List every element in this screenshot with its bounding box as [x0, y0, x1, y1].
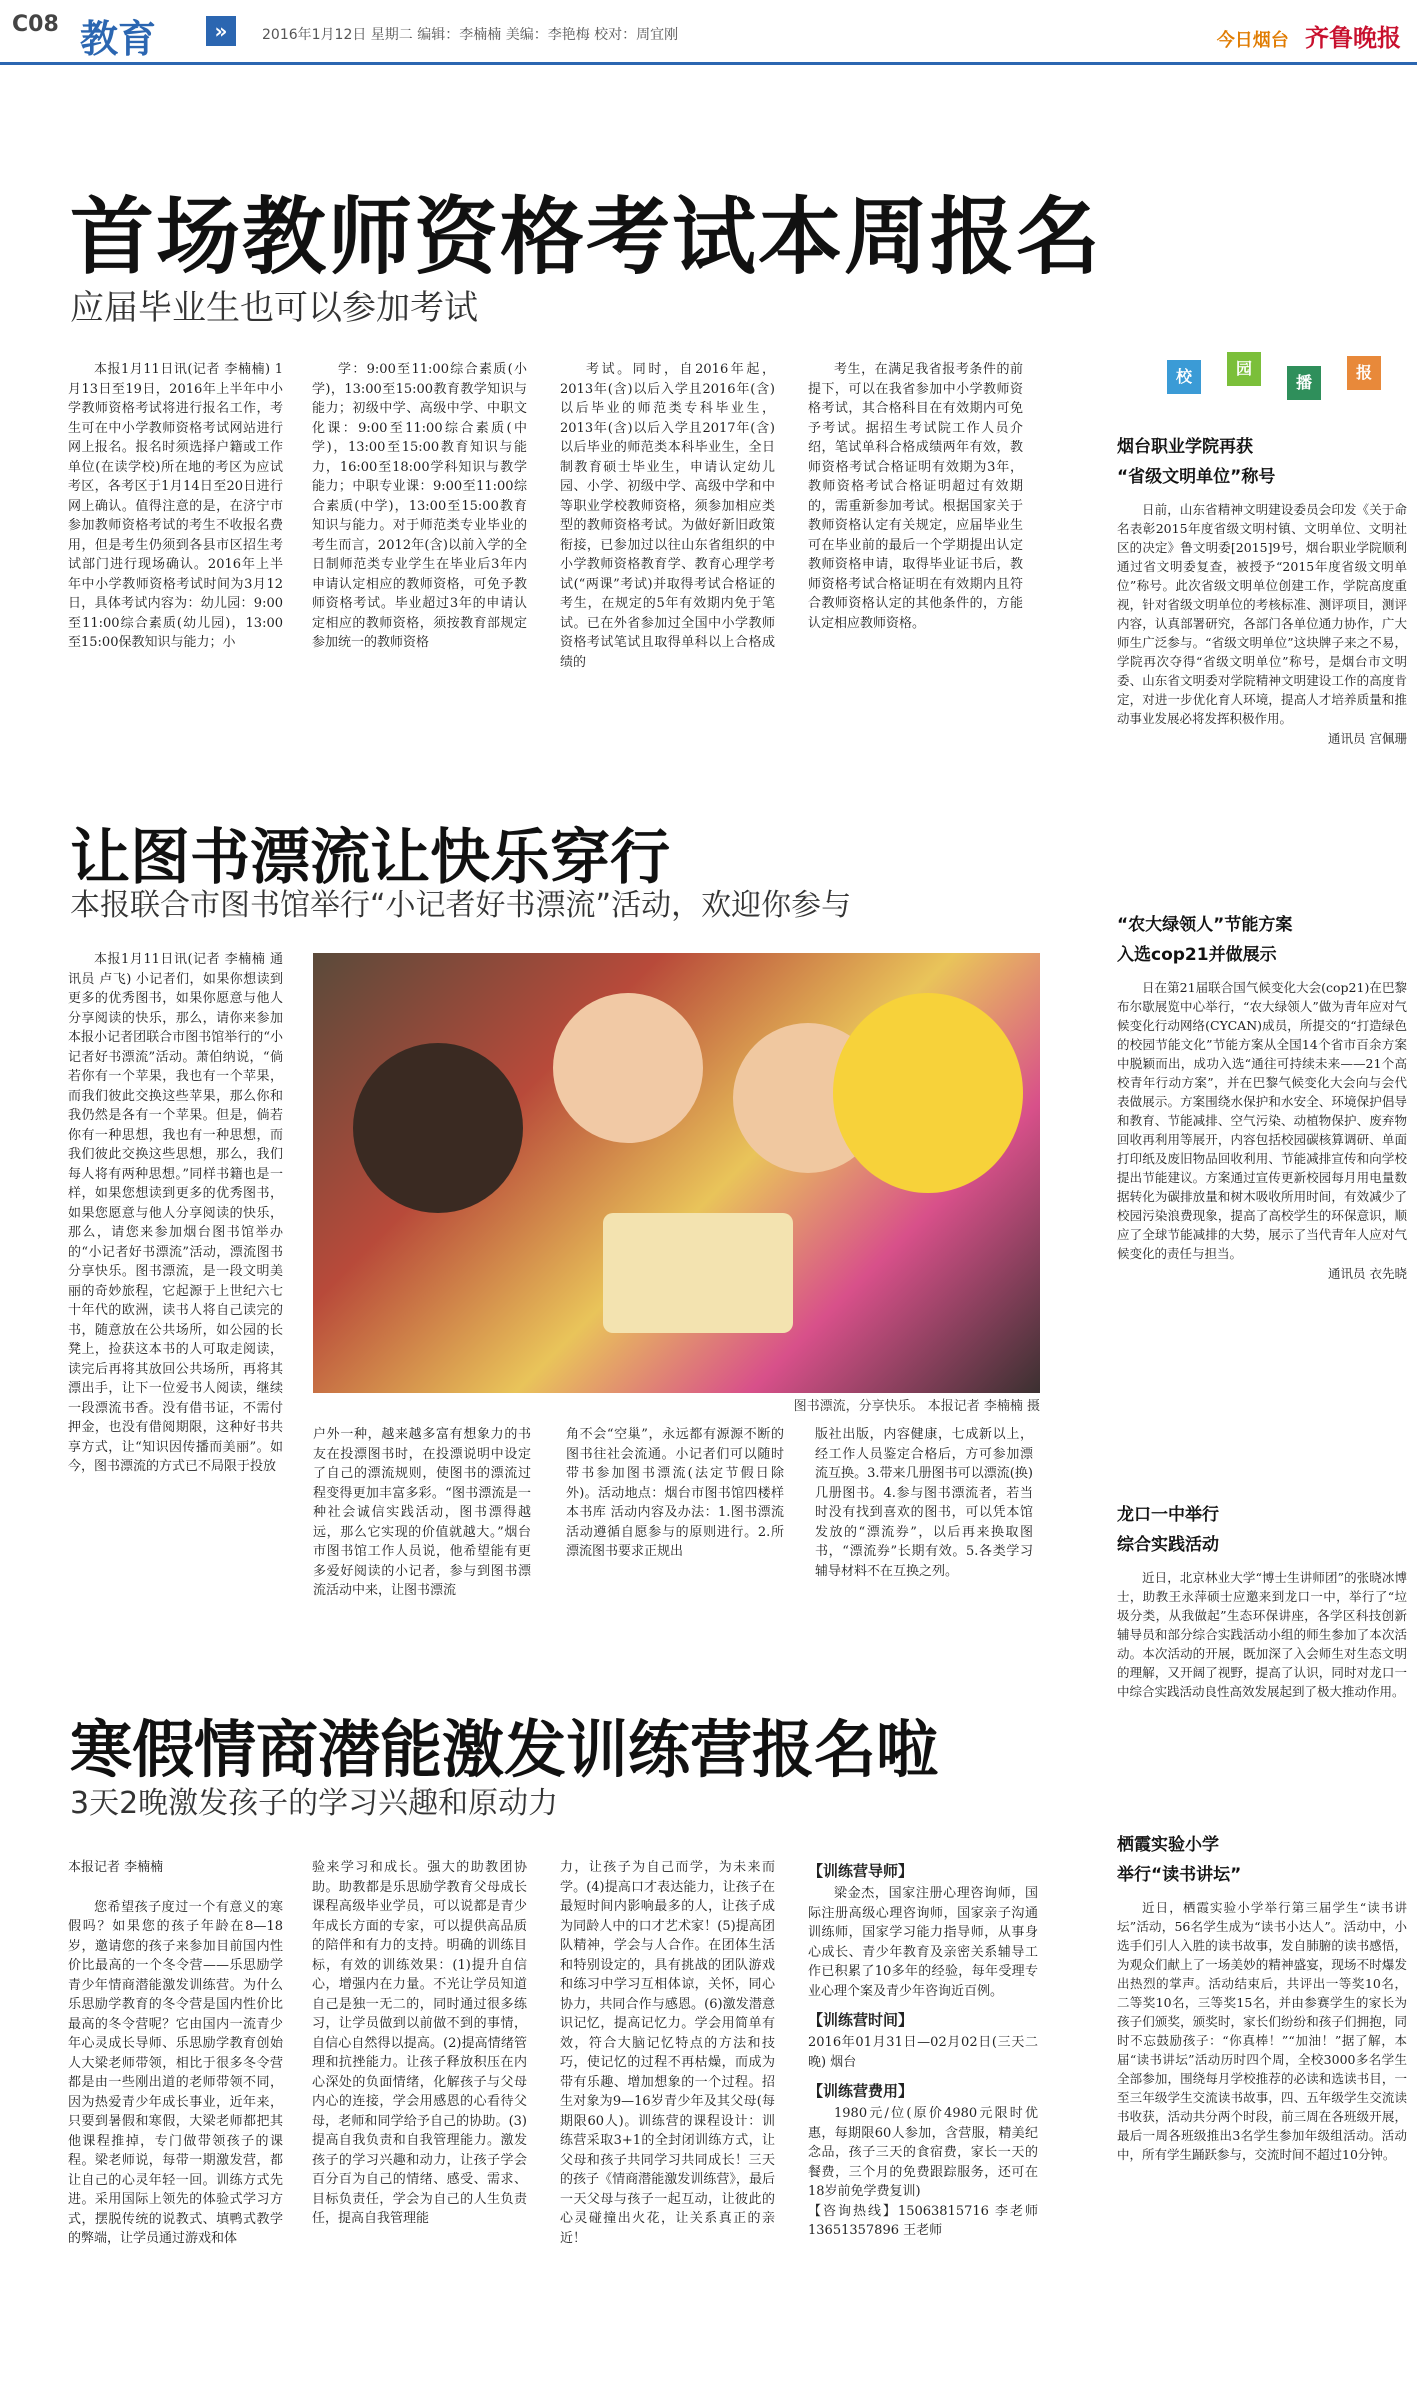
- brand-logo: 齐鲁晚报: [1305, 23, 1401, 52]
- info-text-hotline: 【咨询热线】15063815716 李老师 13651357896 王老师: [808, 2203, 1038, 2238]
- side-item-1: 烟台职业学院再获 “省级文明单位”称号 日前，山东省精神文明建设委员会印发《关于命名表彰2015年度省级文明村镇、文明单位、文明社区的决定》鲁文明委[2015]9号，烟台职业学院顺利通过省文明委复查，被授予“2015年度省级文明单位”称号。此次省级文明单位创建工作，学院高度重视，针对省级文明单位的考核标准、测评项目，测评内容，认真部署研究，各部门各单位通力协作，广大师生广泛参与。“省级文明单位”这块牌子来之不易，学院再次夺得“省级文明单位”称号，是烟台市文明委、山东省文明委对学院精神文明建设工作的高度肯定，对进一步优化育人环境，提高人才培养质量和推动事业发展必将发挥积极作用。 通讯员 宫佩珊: [1117, 437, 1407, 746]
- side-item-3: 龙口一中举行 综合实践活动 近日，北京林业大学“博士生讲师团”的张晓冰博士，助教王永萍硕士应邀来到龙口一中，举行了“垃圾分类，从我做起”生态环保讲座，各学区科技创新辅导员和部分综合实践活动小组的师生参加了本次活动。本次活动的开展，既加深了入会师生对生态文明的理解，又开阔了视野，提高了认识，同时对龙口一中综合实践活动良性高效发展起到了极大推动作用。: [1117, 1505, 1407, 1699]
- double-chevron-icon: »: [206, 16, 236, 46]
- info-label-mentor: 【训练营导师】: [808, 1862, 914, 1880]
- info-label-time: 【训练营时间】: [808, 2011, 914, 2029]
- article3-subtitle: 3天2晚激发孩子的学习兴趣和原动力: [70, 1786, 559, 1821]
- article3-title: 寒假情商潜能激发训练营报名啦: [70, 1713, 939, 1786]
- children-reading-photo: [313, 953, 1040, 1393]
- photo-caption: 图书漂流，分享快乐。 本报记者 李楠楠 摄: [793, 1399, 1040, 1414]
- article2-col1: 本报1月11日讯(记者 李楠楠 通讯员 卢飞) 小记者们，如果你想读到更多的优秀图书，如果你愿意与他人分享阅读的快乐，那么，请你来参加本报小记者团联合市图书馆举行的“小记者好书漂流”活动。萧伯纳说，“倘若你有一个苹果，我也有一个苹果，而我们彼此交换这些苹果，那么你和我仍然是各有一个苹果。但是，倘若你有一种思想，我也有一种思想，而我们彼此交换这些思想，那么，我们每人将有两种思想。”同样书籍也是一样，如果您想读到更多的优秀图书，如果您愿意与他人分享阅读的快乐，那么，请您来参加烟台图书馆举办的“小记者好书漂流”活动，漂流图书分享快乐。图书漂流，是一段文明美丽的奇妙旅程，它起源于上世纪六七十年代的欧洲，读书人将自己读完的书，随意放在公共场所，如公园的长凳上，捡获这本书的人可取走阅读，读完后再将其放回公共场所，再将其漂出手，让下一位爱书人阅读，继续一段漂流书香。没有借书证，不需付押金，也没有借阅期限，这种好书共享方式，让“知识因传播而美丽”。如今，图书漂流的方式已不局限于投放: [68, 952, 283, 1474]
- article1-title: 首场教师资格考试本周报名: [70, 188, 1103, 286]
- info-text-time: 2016年01月31日—02月02日(三天二晚) 烟台: [808, 2035, 1038, 2070]
- article1-col2: 学：9:00至11:00综合素质(小学)，13:00至15:00教育教学知识与能力；初级中学、高级中学、中职文化课：9:00至11:00综合素质(中学)，13:00至15:00教育知识与能力，16:00至18:00学科知识与教学能力；中职专业课：9:00至11:00综合素质(中学)，13:00至15:00教育知识与能力。对于师范类专业毕业的考生而言，2012年(含)以前入学的全日制师范类专业学生在毕业后3年内申请认定相应的教师资格，可免予教师资格考试。毕业超过3年的申请认定相应的教师资格，须按教育部规定参加统一的教师资格: [312, 362, 527, 650]
- side-item-4: 栖霞实验小学 举行“读书讲坛” 近日，栖霞实验小学举行第三届学生“读书讲坛”活动，56名学生成为“读书小达人”。活动中，小选手们引人入胜的读书故事，发自肺腑的读书感悟，为观众们献上了一场美妙的精神盛宴，现场不时爆发出热烈的掌声。活动结束后，共评出一等奖10名，二等奖10名，三等奖15名，并由参赛学生的家长为孩子们颁奖，颁奖时，家长们纷纷和孩子们拥抱，同时不忘鼓励孩子：“你真棒！”“加油！”据了解，本届“读书讲坛”活动历时四个周，全校3000多名学生全部参加，围绕每月学校推荐的必读和选读书目，一至三年级学生交流读书故事，四、五年级学生交流读书收获，活动共分两个时段，前三周在各班级开展，最后一周各班级推出3名学生参加年级组活动。活动中，所有学生踊跃参与，交流时间不超过10分钟。: [1117, 1835, 1407, 2162]
- article1-col1: 本报1月11日讯(记者 李楠楠) 1月13日至19日，2016年上半年中小学教师资格考试将进行报名工作，考生可在中小学教师资格考试网站进行网上报名。报名时须选择户籍或工作单位(在读学校)所在地的考区为应试考区，各考区于1月14日至20日进行网上确认。值得注意的是，在济宁市参加教师资格考试的考生不收报名费用，但是考生仍须到各县市区招生考试部门进行现场确认。2016年上半年中小学教师资格考试时间为3月12日，具体考试内容为：幼儿园：9:00至11:00综合素质(幼儿园)，13:00至15:00保教知识与能力；小: [68, 362, 283, 650]
- article3-info: [808, 1858, 1038, 2378]
- article1-col3: 考试。同时，自2016年起，2013年(含)以后入学且2016年(含)以后毕业的师范类专科毕业生，2013年(含)以后入学且2017年(含)以后毕业的师范类本科毕业生，全日制教育硕士毕业生，申请认定幼儿园、小学、初级中学、高级中学和中等职业学校教师资格，须参加相应类型的教师资格考试。为做好新旧政策衔接，已参加过以往山东省组织的中小学教师资格教育学、教育心理学考试(“两课”考试)并取得考试合格证的考生，在规定的5年有效期内免于笔试。已在外省参加过全国中小学教师资格考试笔试且取得单科以上合格成绩的: [560, 362, 775, 670]
- edition-brand: [1217, 18, 1401, 53]
- article2-col2: 户外一种，越来越多富有想象力的书友在投漂图书时，在投漂说明中设定了自己的漂流规则，使图书的漂流过程变得更加丰富多彩。“图书漂流是一种社会诚信实践活动，图书漂得越远，那么它实现的价值就越大。”烟台市图书馆工作人员说，他希望能有更多爱好阅读的小记者，参与到图书漂流活动中来，让图书漂流: [313, 1427, 531, 1598]
- header-rule: [0, 62, 1417, 65]
- article2-col4: 版社出版，内容健康，七成新以上，经工作人员鉴定合格后，方可参加漂流互换。3.带来几册图书可以漂流(换)几册图书。4.参与图书漂流者，若当时没有找到喜欢的图书，可以凭本馆发放的“漂流券”，以后再来换取图书，“漂流券”长期有效。5.各类学习辅导材料不在互换之列。: [815, 1427, 1033, 1579]
- tag-2: 园: [1227, 352, 1261, 386]
- edition-name: 今日烟台: [1216, 30, 1289, 51]
- page-number: C08: [12, 12, 59, 37]
- campus-news-tags: [1117, 346, 1407, 406]
- article2-col3: 角不会“空巢”，永远都有源源不断的图书往社会流通。小记者们可以随时带书参加图书漂流(法定节假日除外)。活动地点：烟台市图书馆四楼样本书库 活动内容及办法：1.图书漂流活动遵循自愿参与的原则进行。2.所漂流图书要求正规出: [566, 1427, 784, 1559]
- section-title: 教育: [80, 17, 157, 61]
- article3-byline: 本报记者 李楠楠: [68, 1860, 164, 1875]
- article3-col1: 本报记者 李楠楠 您希望孩子度过一个有意义的寒假吗？如果您的孩子年龄在8—18岁，邀请您的孩子来参加目前国内性价比最高的一个冬令营——乐思励学青少年情商潜能激发训练营。为什么乐思励学教育的冬令营是国内性价比最高的冬令营呢？它由国内一流青少年心灵成长导师、乐思励学教育创始人大梁老师带领，相比于很多冬令营都是由一些刚出道的老师带领不同，因为热爱青少年成长事业，近年来，只要到暑假和寒假，大梁老师都把其他课程推掉，专门做带领孩子的课程。梁老师说，每带一期激发营，都让自己的心灵年轻一回。训练方式先进。采用国际上领先的体验式学习方式，摆脱传统的说教式、填鸭式教学的弊端，让学员通过游戏和体: [68, 1860, 283, 2246]
- article3-col2: 验来学习和成长。强大的助教团协助。助教都是乐思励学教育父母成长课程高级毕业学员，可以说都是青少年成长方面的专家，可以提供高品质的陪伴和有力的支持。明确的训练目标，有效的训练效果：(1)提升自信心，增强内在力量。不光让学员知道自己是独一无二的，同时通过很多练习，让学员做到以前做不到的事情，自信心自然得以提高。(2)提高情绪管理和抗挫能力。让孩子释放积压在内心深处的负面情绪，化解孩子与父母内心的连接，学会用感恩的心看待父母，老师和同学给予自己的协助。(3)提高自我负责和自我管理能力。激发孩子的学习兴趣和动力，让孩子学会百分百为自己的情绪、感受、需求、目标负责任，学会为自己的人生负责任，提高自我管理能: [312, 1860, 527, 2226]
- article1-col4: 考生，在满足我省报考条件的前提下，可以在我省参加中小学教师资格考试，其合格科目在有效期内可免予考试。据招生考试院工作人员介绍，笔试单科合格成绩两年有效，教师资格考试合格证明有效期为3年，教师资格考试合格证明超过有效期的，需重新参加考试。根据国家关于教师资格认定有关规定，应届毕业生可在毕业前的最后一个学期提出认定教师资格申请，取得毕业证书后，教师资格考试合格证明在有效期内且符合教师资格认定的其他条件的，方能认定相应教师资格。: [808, 362, 1023, 631]
- info-label-fee: 【训练营费用】: [808, 2082, 914, 2100]
- side-item-2: “农大绿领人”节能方案 入选cop21并做展示 日在第21届联合国气候变化大会(cop21)在巴黎布尔歇展览中心举行，“农大绿领人”做为青年应对气候变化行动网络(CYCAN)成员，所提交的“打造绿色的校园节能文化”节能方案从全国14个省市百余方案中脱颖而出，成功入选“通往可持续未来——21个高校青年行动方案”，并在巴黎气候变化大会向与会代表做展示。方案围绕水保护和水安全、环境保护倡导和教育、节能减排、空气污染、动植物保护、废弃物回收再利用等展开，内容包括校园碳核算调研、单面打印纸及废旧物品回收利用、节能减排宣传和向学校提出节能建议。方案通过宣传更新校园每月用电量数据转化为碳排放量和树木吸收所用时间，有效减少了校园污染浪费现象，提高了高校学生的环保意识，顺应了全球节能减排的大势，展示了当代青年人应对气候变化的责任与担当。 通讯员 衣先晓: [1117, 915, 1407, 1281]
- tag-4: 报: [1347, 356, 1381, 390]
- tag-1: 校: [1167, 360, 1201, 394]
- tag-3: 播: [1287, 366, 1321, 400]
- article3-col3: 力，让孩子为自己而学，为未来而学。(4)提高口才表达能力，让孩子在最短时间内影响最多的人，让孩子成为同龄人中的口才艺术家！(5)提高团队精神，学会与人合作。在团体生活和特别设定的，具有挑战的团队游戏和练习中学习互相体谅，关怀，同心协力，共同合作与感恩。(6)激发潜意识记忆，提高记忆力。学会用简单有效，符合大脑记忆特点的方法和技巧，使记忆的过程不再枯燥，而成为带有乐趣、增加想象的一个过程。招生对象为9—16岁青少年及其父母(每期限60人)。训练营的课程设计：训练营采取3+1的全封闭训练方式，让父母和孩子共同学习共同成长！三天的孩子《情商潜能激发训练营》，最后一天父母与孩子一起互动，让彼此的心灵碰撞出火花，让关系真正的亲近！: [560, 1860, 775, 2246]
- page-header: [0, 0, 1417, 64]
- article2-title: 让图书漂流让快乐穿行: [70, 823, 670, 893]
- info-text-fee: 1980元/位(原价4980元限时优惠，每期限60人参加，含营服，精美纪念品，孩子三天的食宿费，家长一天的餐费，三个月的免费跟踪服务，还可在18岁前免学费复训): [808, 2106, 1038, 2199]
- article2-subtitle: 本报联合市图书馆举行“小记者好书漂流”活动，欢迎你参与: [70, 888, 852, 923]
- info-text-mentor: 梁金杰，国家注册心理咨询师，国际注册高级心理咨询师，国家亲子沟通训练师，国家学习能力指导师，从事身心成长、青少年教育及亲密关系辅导工作已积累了10多年的经验，每年受理专业心理个案及青少年咨询近百例。: [808, 1886, 1038, 1999]
- article1-subtitle: 应届毕业生也可以参加考试: [70, 288, 478, 328]
- edition-meta: 2016年1月12日 星期二 编辑：李楠楠 美编：李艳梅 校对：周宜刚: [262, 27, 679, 43]
